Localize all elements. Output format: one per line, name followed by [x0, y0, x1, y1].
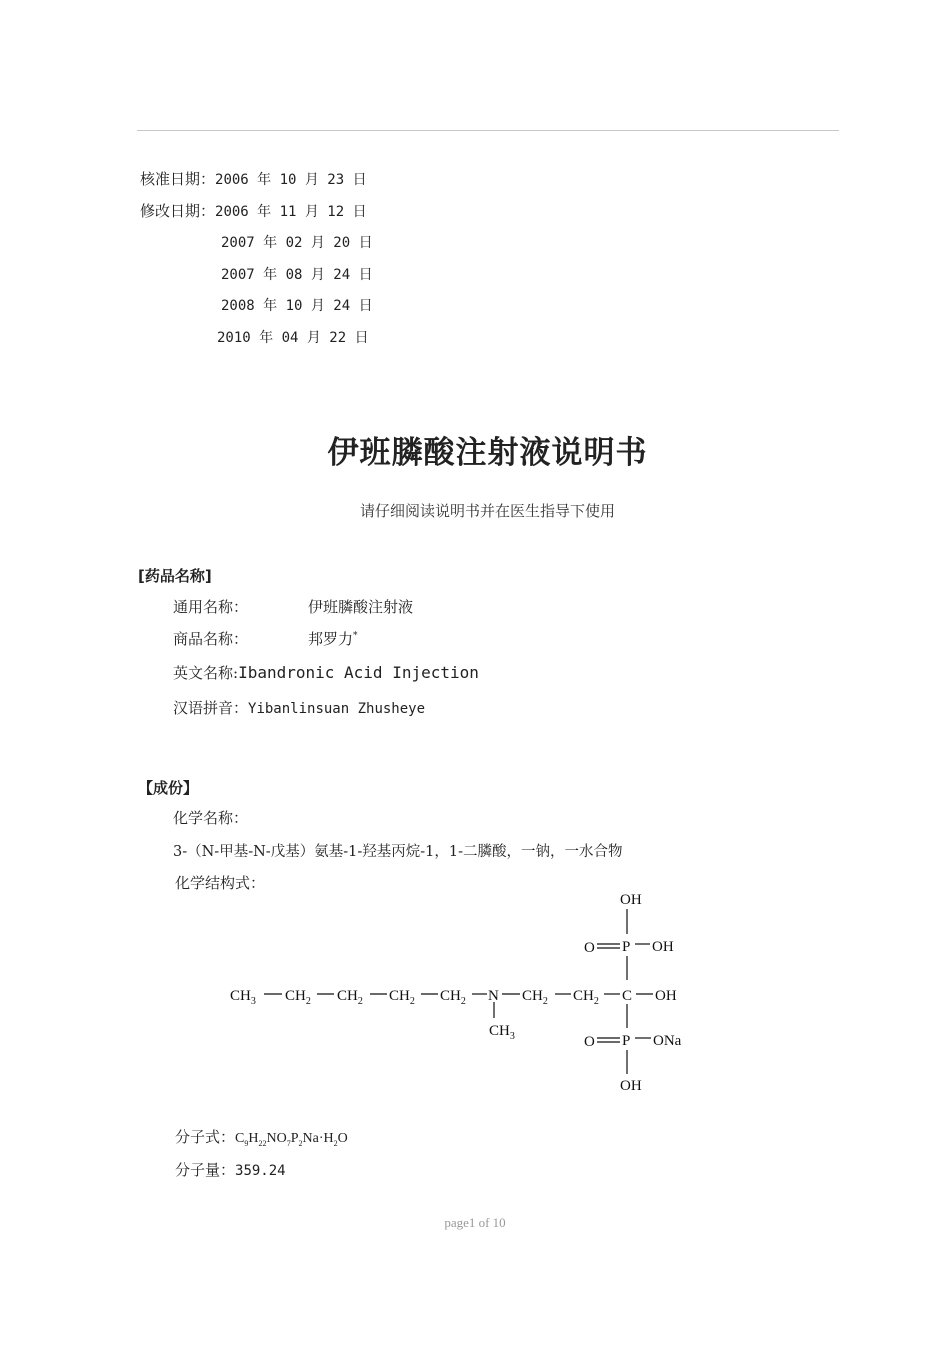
atom-ch2: $CH_2$: [522, 988, 548, 1007]
atom-ch3: $CH_3$: [489, 1023, 515, 1042]
page-footer: page1 of 10: [444, 1215, 506, 1230]
atom-oh: OH: [655, 988, 677, 1004]
molecular-formula-line: [175, 1126, 348, 1148]
revision-date: 2006 年 11 月 12 日: [215, 204, 367, 220]
atom-p: P: [622, 1033, 631, 1049]
formula-label: 分子式：: [175, 1128, 236, 1146]
atom-ch2: $CH_2$: [389, 988, 415, 1007]
revision-date: 2007 年 08 月 24 日: [221, 267, 373, 283]
page-title: 伊班膦酸注射液说明书: [327, 435, 648, 471]
atom-ch3: $CH_3$: [230, 988, 256, 1007]
atom-oh: OH: [652, 939, 674, 955]
atom-ona: ONa: [653, 1033, 682, 1049]
pinyin-label: 汉语拼音：: [173, 699, 249, 717]
page-subtitle: 请仔细阅读说明书并在医生指导下使用: [359, 502, 615, 520]
atom-oh: OH: [620, 1078, 642, 1094]
revision-label: 修改日期：: [140, 202, 216, 220]
revision-date: 2007 年 02 月 20 日: [221, 235, 373, 251]
trade-name-value: 邦罗力: [308, 630, 354, 648]
atom-p: P: [622, 939, 631, 955]
atom-ch2: $CH_2$: [573, 988, 599, 1007]
english-name-label: 英文名称:: [173, 664, 239, 682]
atom-ch2: $CH_2$: [285, 988, 311, 1007]
section-heading-composition: 【成份】: [138, 779, 199, 797]
structure-label: 化学结构式：: [175, 874, 266, 892]
approval-date: 2006 年 10 月 23 日: [215, 172, 367, 188]
atom-n: N: [488, 988, 499, 1004]
atom-o: O: [584, 1034, 595, 1050]
revision-date: 2010 年 04 月 22 日: [217, 330, 369, 346]
generic-name-label: 通用名称：: [173, 598, 249, 616]
mw-label: 分子量：: [175, 1161, 236, 1179]
atom-ch2: $CH_2$: [337, 988, 363, 1007]
generic-name-value: 伊班膦酸注射液: [308, 598, 414, 616]
mw-value: 359.24: [235, 1163, 286, 1179]
atom-ch2: $CH_2$: [440, 988, 466, 1007]
revision-date: 2008 年 10 月 24 日: [221, 298, 373, 314]
trade-name-label: 商品名称：: [173, 630, 249, 648]
pinyin-value: Yibanlinsuan Zhusheye: [248, 701, 426, 717]
atom-c: C: [622, 988, 633, 1004]
section-heading-drug-name: [药品名称]: [138, 567, 212, 585]
trade-mark: *: [353, 631, 358, 641]
molecular-formula: $C_9H_{22}NO_7P_2Na\cdot H_2O$: [235, 1131, 348, 1148]
atom-oh: OH: [620, 892, 642, 908]
approval-label: 核准日期：: [140, 170, 216, 188]
atom-o: O: [584, 940, 595, 956]
english-name-value: Ibandronic Acid Injection: [238, 663, 479, 682]
molecular-weight-line: [175, 1159, 286, 1180]
chemical-name-value: 3-（N-甲基-N-戊基）氨基-1-羟基丙烷-1，1-二膦酸，一钠，一水合物: [173, 844, 623, 860]
chemical-name-label: 化学名称：: [173, 809, 249, 827]
